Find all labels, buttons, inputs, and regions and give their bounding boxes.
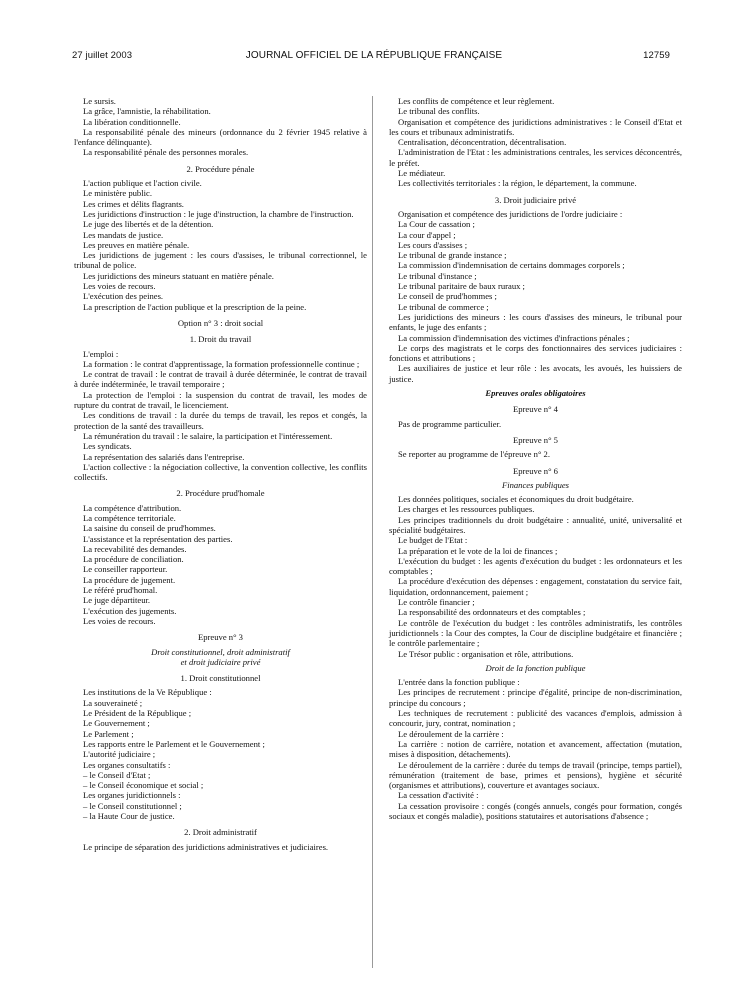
paragraph: Les collectivités territoriales : la région, le département, la commune. — [398, 178, 637, 189]
paragraph: Le budget de l'Etat : — [398, 535, 468, 546]
italic-heading: Droit de la fonction publique — [485, 662, 586, 673]
paragraph: La protection de l'emploi : la suspension du contrat de travail, les modes de rupture du contrat de travail, le licenciement. — [74, 389, 367, 411]
paragraph: La cessation d'activité : — [398, 790, 479, 801]
paragraph: Les organes consultatifs : — [83, 759, 171, 770]
paragraph: La libération conditionnelle. — [83, 116, 181, 127]
paragraph: La commission d'indemnisation des victimes d'infractions pénales ; — [398, 332, 630, 343]
paragraph: L'autorité judiciaire ; — [83, 749, 156, 760]
paragraph: La commission d'indemnisation de certains dommages corporels ; — [398, 260, 625, 271]
paragraph: La procédure d'exécution des dépenses : engagement, constatation du service fait, liquidation, ordonnancement, paiement ; — [389, 576, 682, 597]
section-heading: 1. Droit constitutionnel — [180, 673, 261, 684]
paragraph: La préparation et le vote de la loi de finances ; — [398, 545, 558, 556]
paragraph: La responsabilité pénale des personnes morales. — [83, 147, 249, 158]
paragraph: La procédure de jugement. — [83, 574, 176, 585]
paragraph: L'exécution du budget : les agents d'exécution du budget : les ordonnateurs et les comptables ; — [389, 555, 682, 577]
paragraph: Les syndicats. — [83, 441, 132, 452]
paragraph: Les juridictions d'instruction : le juge d'instruction, la chambre de l'instruction. — [83, 208, 354, 219]
section-heading: 2. Procédure pénale — [186, 163, 255, 174]
paragraph: L'exécution des jugements. — [83, 605, 177, 616]
paragraph: Le juge départiteur. — [83, 595, 151, 606]
section-heading: 3. Droit judiciaire privé — [494, 194, 577, 205]
paragraph: L'administration de l'Etat : les administrations centrales, les services déconcentrés, le préfet. — [389, 147, 682, 168]
paragraph: Le tribunal de commerce ; — [398, 301, 489, 312]
italic-heading: Finances publiques — [501, 479, 570, 490]
paragraph: Les rapports entre le Parlement et le Gouvernement ; — [83, 738, 265, 749]
section-heading: 2. Droit administratif — [184, 827, 257, 838]
paragraph: L'entrée dans la fonction publique : — [398, 677, 520, 688]
paragraph: La Cour de cassation ; — [398, 219, 475, 230]
paragraph: La prescription de l'action publique et la prescription de la peine. — [83, 301, 307, 312]
paragraph: L'exécution des peines. — [83, 291, 164, 302]
paragraph: Les auxiliaires de justice et leur rôle : les avocats, les avoués, les huissiers de justice. — [389, 363, 682, 384]
section-heading: Epreuve n° 3 — [198, 632, 243, 643]
paragraph: Le contrôle financier ; — [398, 597, 475, 608]
paragraph: La représentation des salariés dans l'entreprise. — [83, 451, 245, 462]
paragraph: Les cours d'assises ; — [398, 239, 468, 250]
paragraph: Pas de programme particulier. — [398, 418, 502, 429]
paragraph: Les institutions de la Ve République : — [83, 687, 212, 698]
paragraph: Les organes juridictionnels : — [83, 790, 181, 801]
paragraph: Le conseil de prud'hommes ; — [398, 291, 497, 302]
paragraph: Les techniques de recrutement : publicité des vacances d'emplois, admission à concourir, jury, contrat, nomination ; — [389, 708, 682, 729]
paragraph: Les conflits de compétence et leur règlement. — [398, 96, 555, 106]
paragraph: Le Parlement ; — [83, 728, 134, 739]
sub-list-item: – le Conseil constitutionnel ; — [83, 800, 182, 811]
section-heading: Epreuve n° 5 — [513, 434, 558, 445]
sub-list-item: – le Conseil d'Etat ; — [83, 769, 151, 780]
paragraph: Le conseiller rapporteur. — [83, 564, 168, 575]
paragraph: La carrière : notion de carrière, notation et avancement, affectation (mutation, mises à disposition, détachements). — [389, 738, 682, 760]
section-heading: 1. Droit du travail — [189, 334, 252, 345]
paragraph: La formation : le contrat d'apprentissage, la formation professionnelle continue ; — [83, 358, 360, 369]
paragraph: Se reporter au programme de l'épreuve n° 2. — [398, 449, 550, 460]
page-header — [0, 0, 748, 70]
paragraph: Les principes traditionnels du droit budgétaire : annualité, unité, universalité et spécialité budgétaires. — [389, 514, 682, 535]
paragraph: La souveraineté ; — [83, 697, 143, 708]
sub-list-item: – la Haute Cour de justice. — [83, 811, 175, 821]
paragraph: Le médiateur. — [398, 168, 446, 179]
column-divider — [372, 96, 373, 968]
paragraph: Le Président de la République ; — [83, 708, 192, 719]
paragraph: La procédure de conciliation. — [83, 554, 184, 565]
paragraph: Les voies de recours. — [83, 615, 156, 626]
paragraph: L'action publique et l'action civile. — [83, 178, 202, 189]
bold-italic-heading: Epreuves orales obligatoires — [485, 388, 586, 399]
paragraph: L'action collective : la négociation collective, la convention collective, les conflits collectifs. — [74, 461, 367, 483]
paragraph: Les données politiques, sociales et économiques du droit budgétaire. — [398, 494, 634, 505]
paragraph: La responsabilité pénale des mineurs (ordonnance du 2 février 1945 relative à l'enfance délinquante). — [74, 126, 367, 148]
paragraph: La cour d'appel ; — [398, 229, 456, 240]
paragraph: Les voies de recours. — [83, 281, 156, 292]
paragraph: Centralisation, déconcentration, décentralisation. — [398, 137, 567, 148]
paragraph: La responsabilité des ordonnateurs et des comptables ; — [398, 607, 586, 618]
paragraph: Le contrat de travail : le contrat de travail à durée déterminée, le contrat de travail à durée indéterminée, le travail temporaire ; — [74, 369, 367, 390]
paragraph: Les juridictions de jugement : les cours d'assises, le tribunal correctionnel, le tribunal de police. — [74, 250, 367, 271]
sub-list-item: – le Conseil économique et social ; — [83, 780, 204, 791]
paragraph: Organisation et compétence des juridictions administratives : le Conseil d'Etat et les cours et tribunaux administratifs. — [389, 116, 682, 137]
paragraph: Les mandats de justice. — [83, 229, 164, 240]
paragraph: Le déroulement de la carrière : durée du temps de travail (principe, temps partiel), rémunération (traitement de base, primes et pensions), hygiène et sécurité (organismes et attributions), couverture et avantages sociaux. — [389, 759, 682, 791]
paragraph: Les juridictions des mineurs statuant en matière pénale. — [83, 270, 274, 281]
paragraph: Le corps des magistrats et le corps des fonctionnaires des services judiciaires : fonctions et attributions ; — [389, 342, 682, 364]
left-column — [74, 96, 367, 852]
paragraph: La grâce, l'amnistie, la réhabilitation. — [83, 106, 211, 117]
paragraph: Le sursis. — [83, 96, 116, 106]
paragraph: Le tribunal de grande instance ; — [398, 250, 507, 261]
paragraph: Le tribunal des conflits. — [398, 106, 480, 117]
paragraph: Les charges et les ressources publiques. — [398, 504, 535, 515]
paragraph: Le Trésor public : organisation et rôle, attributions. — [398, 648, 574, 659]
paragraph: La rémunération du travail : le salaire, la participation et l'intéressement. — [83, 430, 333, 441]
paragraph: Les juridictions des mineurs : les cours d'assises des mineurs, le tribunal pour enfants, le juge des enfants ; — [389, 311, 682, 333]
paragraph: Organisation et compétence des juridictions de l'ordre judiciaire : — [398, 208, 623, 219]
paragraph: La cessation provisoire : congés (congés annuels, congés pour formation, congés sociaux et congés maladie), positions statutaires et autorisations d'absence ; — [389, 800, 682, 821]
paragraph: Le tribunal paritaire de baux ruraux ; — [398, 281, 525, 292]
paragraph: Le tribunal d'instance ; — [398, 270, 477, 281]
paragraph: Le ministère public. — [83, 188, 152, 199]
paragraph: La compétence territoriale. — [83, 512, 176, 523]
header-title: JOURNAL OFFICIEL DE LA RÉPUBLIQUE FRANÇAISE — [245, 50, 503, 61]
paragraph: Le contrôle de l'exécution du budget : les contrôles administratifs, les contrôles juridictionnels : la Cour des comptes, la Cour de discipline budgétaire et financière ; le contrôle parlementaire ; — [389, 617, 682, 649]
paragraph: Le Gouvernement ; — [83, 718, 150, 729]
paragraph: L'assistance et la représentation des parties. — [83, 533, 233, 544]
paragraph: Les conditions de travail : la durée du temps de travail, les repos et congés, la protection de la santé des travailleurs. — [74, 410, 367, 431]
section-heading: 2. Procédure prud'homale — [176, 488, 265, 499]
right-column — [389, 96, 682, 821]
paragraph: La compétence d'attribution. — [83, 502, 182, 513]
paragraph: La recevabilité des demandes. — [83, 543, 187, 554]
paragraph: L'emploi : — [83, 348, 119, 359]
paragraph: Le déroulement de la carrière : — [398, 728, 504, 739]
paragraph: Le référé prud'homal. — [83, 585, 158, 596]
section-heading: Epreuve n° 6 — [513, 465, 558, 476]
paragraph: Les preuves en matière pénale. — [83, 239, 190, 250]
italic-heading: Droit constitutionnel, droit administratif et droit judiciaire privé — [151, 646, 290, 667]
paragraph: Les principes de recrutement : principe d'égalité, principe de non-discrimination, principe du concours ; — [389, 687, 682, 708]
paragraph: Le principe de séparation des juridictions administratives et judiciaires. — [83, 841, 329, 852]
header-page-number: 12759 — [643, 50, 670, 61]
header-date: 27 juillet 2003 — [72, 50, 133, 61]
paragraph: La saisine du conseil de prud'hommes. — [83, 523, 216, 534]
paragraph: Les crimes et délits flagrants. — [83, 198, 184, 209]
paragraph: Le juge des libertés et de la détention. — [83, 219, 214, 230]
section-heading: Epreuve n° 4 — [513, 404, 558, 415]
section-heading: Option n° 3 : droit social — [177, 317, 264, 328]
